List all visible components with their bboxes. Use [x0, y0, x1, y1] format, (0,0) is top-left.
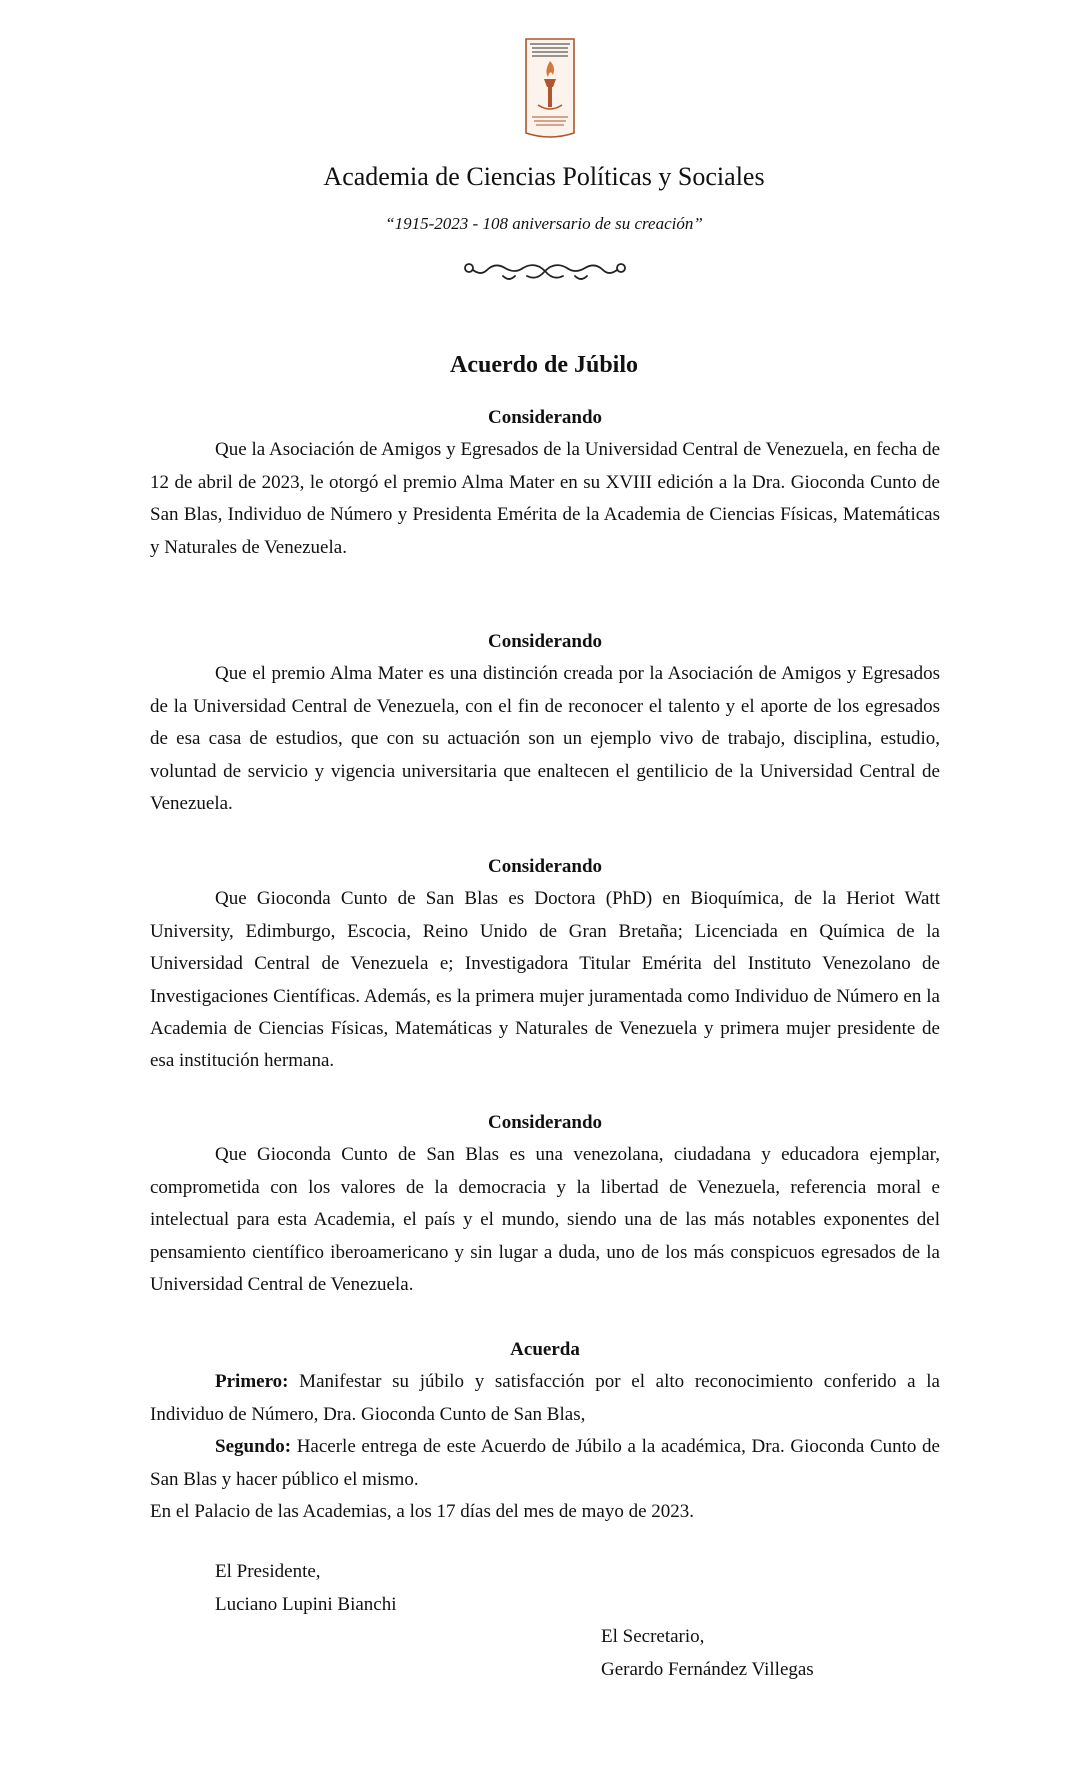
anniversary-subtitle: “1915-2023 - 108 aniversario de su creación” — [385, 214, 703, 233]
signature-name: Luciano Lupini Bianchi — [215, 1594, 397, 1615]
considerando-text: Que la Asociación de Amigos y Egresados de la Universidad Central de Venezuela, en fecha de 12 de abril de 2023, le otorgó el premio Alma Mater en su XVIII edición a la Dra. Gioconda Cunto de San Blas, Individuo de Número y Presidenta Emérita de la Academia de Ciencias Físicas, Matemáticas y Naturales de Venezuela. — [150, 439, 940, 558]
considerando-heading: Considerando — [487, 1112, 603, 1133]
considerando-text: Que Gioconda Cunto de San Blas es Doctora (PhD) en Bioquímica, de la Heriot Watt University, Edimburgo, Escocia, Reino Unido de Gran Bretaña; Licenciada en Química de la Universidad Central de Venezuela e; Investigadora Titular Emérita del Instituto Venezolano de Investigaciones Científicas. Además, es la primera mujer juramentada como Individuo de Número en la Academia de Ciencias Físicas, Matemáticas y Naturales de Venezuela y primera mujer presidente de esa institución hermana. — [150, 888, 940, 1072]
acuerda-item-text: Manifestar su júbilo y satisfacción por el alto reconocimiento conferido a la Individuo de Número, Dra. Gioconda Cunto de San Blas, — [150, 1371, 940, 1425]
considerando-text: Que el premio Alma Mater es una distinción creada por la Asociación de Amigos y Egresados de la Universidad Central de Venezuela, con el fin de reconocer el talento y el aporte de los egresados de esa casa de estudios, que con su actuación son un ejemplo vivo de trabajo, disciplina, estudio, voluntad de servicio y vigencia universitaria que enaltecen el gentilicio de la Universidad Central de Venezuela. — [150, 663, 940, 815]
considerando-section-3 — [150, 851, 940, 1078]
considerando-section-2 — [150, 626, 940, 820]
academy-name: Academia de Ciencias Políticas y Sociales — [323, 162, 765, 191]
signature-role: El Presidente, — [215, 1561, 321, 1582]
acuerda-item-segundo — [150, 1431, 940, 1496]
signature-role: El Secretario, — [601, 1626, 705, 1647]
considerando-section-1 — [150, 402, 940, 564]
signature-president — [215, 1555, 397, 1621]
academy-seal-torch-logo — [520, 33, 580, 143]
acuerda-heading: Acuerda — [510, 1339, 580, 1360]
acuerda-item-label: Primero: — [215, 1371, 289, 1393]
signature-secretary — [601, 1620, 814, 1686]
considerando-heading: Considerando — [487, 856, 603, 877]
flourish-ornament-icon — [455, 256, 635, 286]
document-title: Acuerdo de Júbilo — [449, 352, 638, 378]
signature-name: Gerardo Fernández Villegas — [601, 1659, 814, 1680]
closing-statement: En el Palacio de las Academias, a los 17 días del mes de mayo de 2023. — [150, 1501, 694, 1522]
acuerda-item-label: Segundo: — [215, 1436, 292, 1458]
considerando-heading: Considerando — [487, 631, 603, 652]
considerando-heading: Considerando — [487, 407, 603, 428]
acuerda-item-primero — [150, 1366, 940, 1431]
acuerda-section — [150, 1334, 940, 1496]
considerando-section-4 — [150, 1107, 940, 1301]
acuerda-item-text: Hacerle entrega de este Acuerdo de Júbilo a la académica, Dra. Gioconda Cunto de San Blas y hacer público el mismo. — [150, 1436, 940, 1490]
considerando-text: Que Gioconda Cunto de San Blas es una venezolana, ciudadana y educadora ejemplar, comprometida con los valores de la democracia y la libertad de Venezuela, referencia moral e intelectual para esta Academia, el país y el mundo, siendo una de las más notables exponentes del pensamiento científico iberoamericano y sin lugar a duda, uno de los más conspicuos egresados de la Universidad Central de Venezuela. — [150, 1144, 940, 1296]
